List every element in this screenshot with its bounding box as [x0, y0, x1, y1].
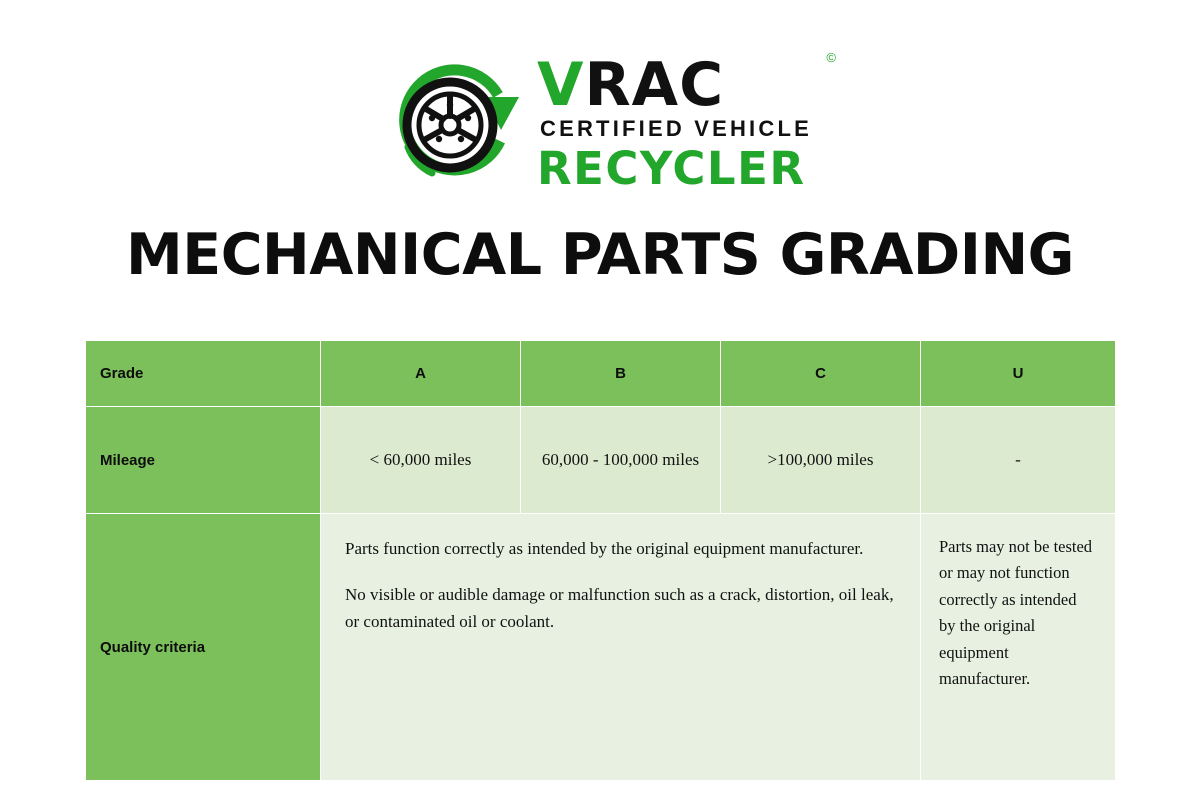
mileage-grade-a: < 60,000 miles: [321, 407, 521, 514]
header-grade-a: A: [321, 341, 521, 407]
logo-tagline: CERTIFIED VEHICLE: [540, 116, 812, 141]
page-title: MECHANICAL PARTS GRADING: [126, 222, 1074, 288]
mileage-grade-b: 60,000 - 100,000 miles: [521, 407, 721, 514]
mileage-grade-c: >100,000 miles: [721, 407, 921, 514]
quality-paragraph-2: No visible or audible damage or malfunction such as a crack, distortion, oil leak, or contaminated oil or coolant.: [345, 585, 894, 631]
vrac-logo: [0, 52, 1200, 193]
logo-brand: VRAC: [537, 50, 725, 120]
quality-criteria-abc: [321, 514, 921, 781]
table-row: [86, 407, 1116, 514]
logo-second-line: RECYCLER: [537, 142, 806, 195]
copyright-icon: ©: [826, 50, 836, 65]
grading-table: [85, 340, 1116, 781]
header-grade-c: C: [721, 341, 921, 407]
row-label-quality-criteria: Quality criteria: [86, 514, 321, 781]
logo-wordmark: [537, 50, 836, 195]
logo-inner: [388, 50, 836, 195]
table-header-row: [86, 341, 1116, 407]
quality-paragraph-1: Parts function correctly as intended by the original equipment manufacturer.: [345, 539, 864, 558]
mileage-grade-u: -: [921, 407, 1116, 514]
wheel-recycle-arrow-icon: [388, 55, 523, 190]
header-grade-u: U: [921, 341, 1116, 407]
row-label-mileage: Mileage: [86, 407, 321, 514]
header-grade-label: Grade: [86, 341, 321, 407]
header-grade-b: B: [521, 341, 721, 407]
quality-criteria-u: Parts may not be tested or may not function correctly as intended by the original equipment manufacturer.: [921, 514, 1116, 781]
table-row: [86, 514, 1116, 781]
